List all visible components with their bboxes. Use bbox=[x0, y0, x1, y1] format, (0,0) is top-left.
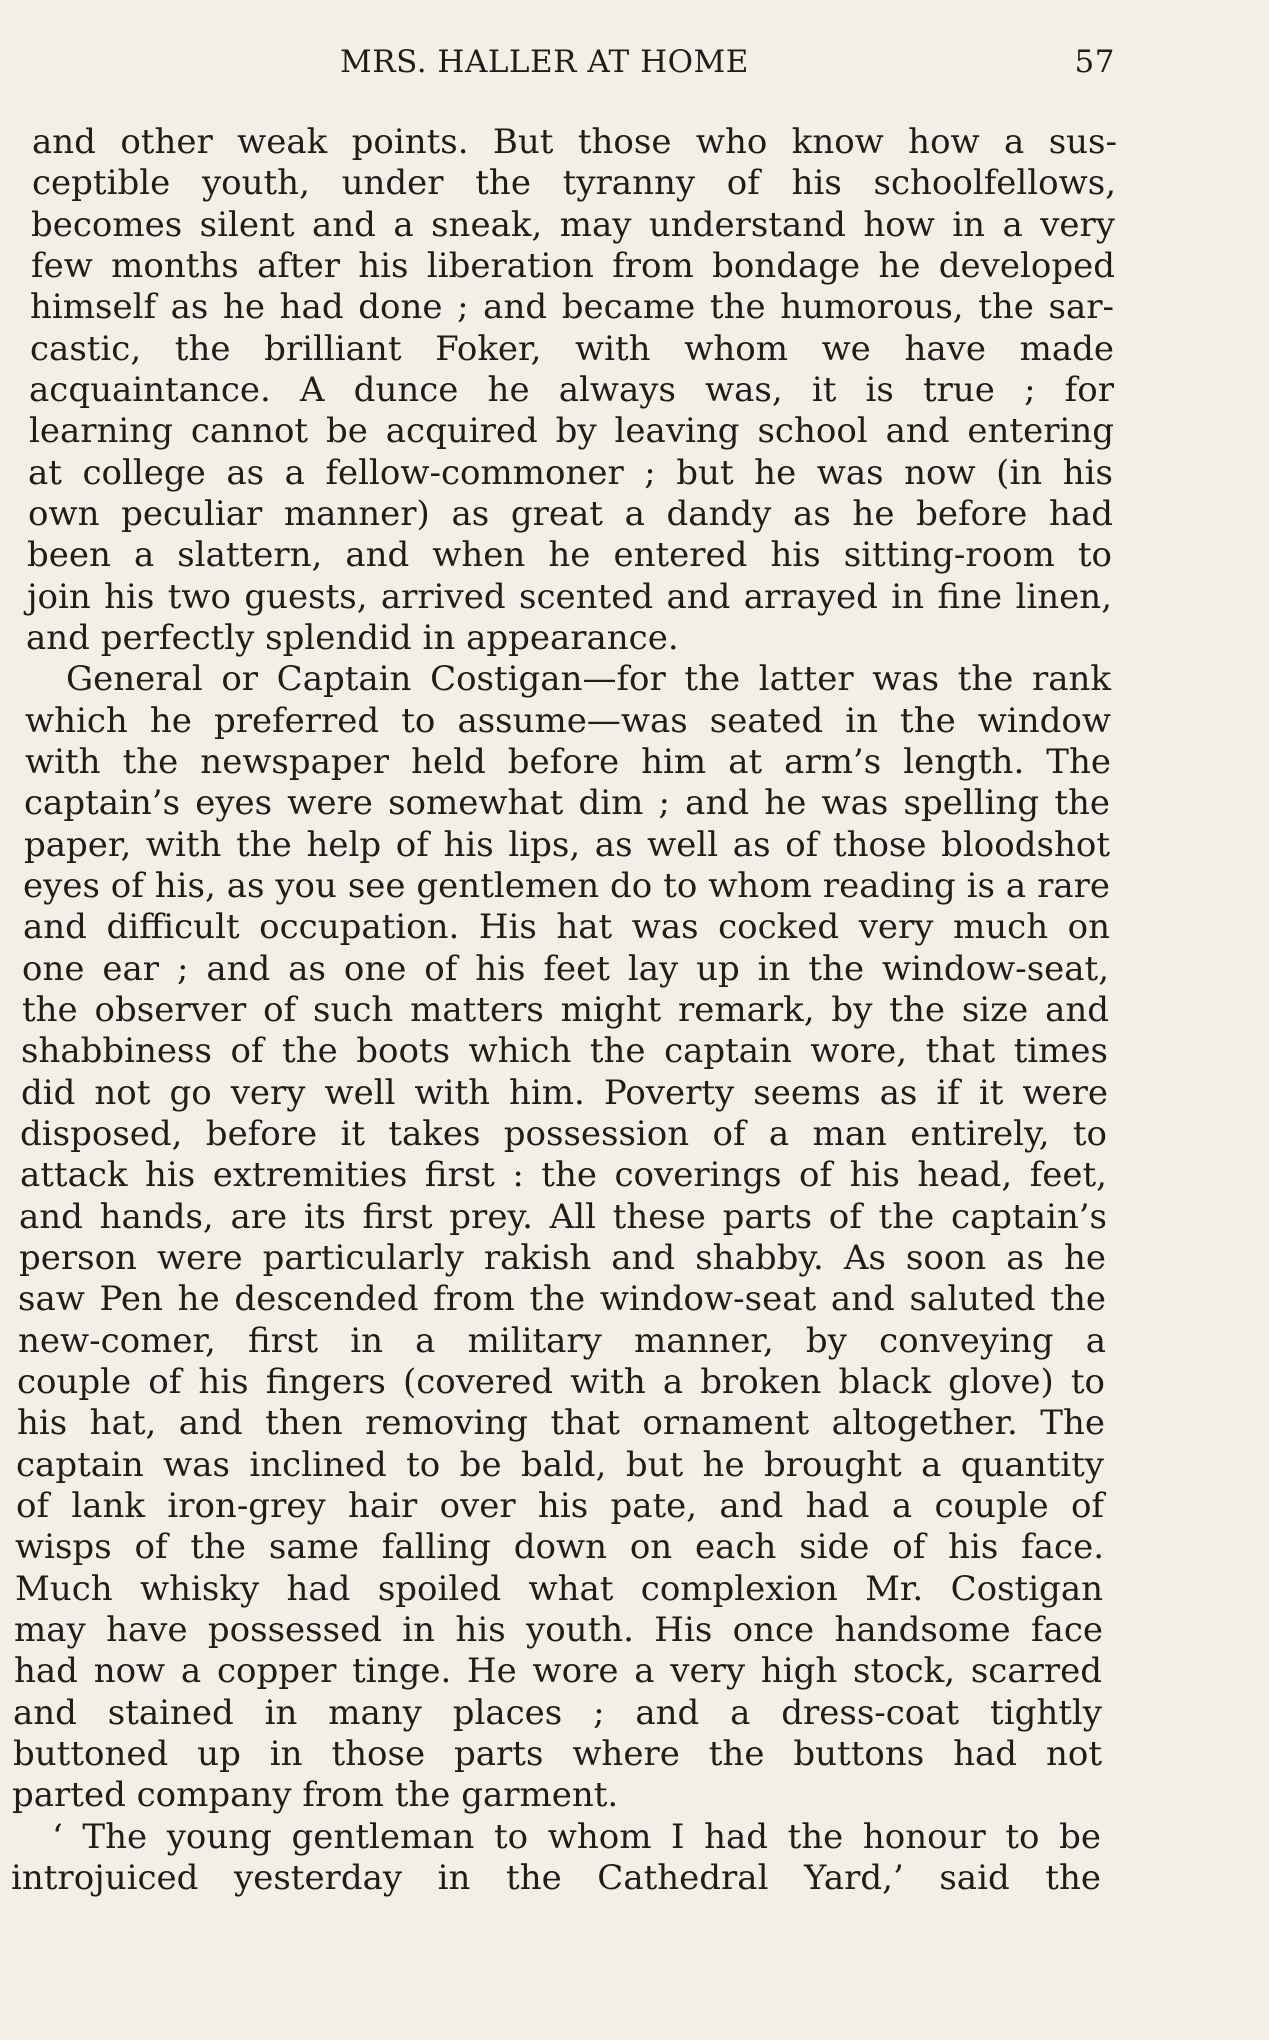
running-head bbox=[30, 44, 1115, 84]
text-line: few months after his liberation from bondage he developed bbox=[31, 246, 1115, 286]
text-line: new-comer, first in a military manner, by conveying a bbox=[18, 1321, 1106, 1361]
text-line: and other weak points. But those who know how a sus- bbox=[32, 122, 1117, 162]
text-line: couple of his fingers (covered with a broken black glove) to bbox=[17, 1362, 1105, 1402]
text-line: and difficult occupation. His hat was cocked very much on bbox=[23, 907, 1110, 947]
text-line: one ear ; and as one of his feet lay up in the window-seat, bbox=[22, 949, 1109, 989]
text-line: wisps of the same falling down on each side of his face. bbox=[15, 1527, 1104, 1567]
text-line: ceptible youth, under the tyranny of his schoolfellows, bbox=[32, 163, 1116, 203]
text-line: Much whisky had spoiled what complexion Mr. Costigan bbox=[15, 1569, 1103, 1609]
text-line: captain’s eyes were somewhat dim ; and he was spelling the bbox=[24, 783, 1110, 823]
text-line: own peculiar manner) as great a dandy as he before had bbox=[28, 494, 1113, 534]
text-line: becomes silent and a sneak, may understand how in a very bbox=[31, 205, 1115, 245]
text-line: had now a copper tinge. He wore a very high stock, scarred bbox=[14, 1651, 1102, 1691]
text-line: buttoned up in those parts where the buttons had not bbox=[13, 1734, 1102, 1774]
text-line: shabbiness of the boots which the captain wore, that times bbox=[21, 1031, 1108, 1071]
text-line: at college as a fellow-commoner ; but he was now (in his bbox=[28, 453, 1113, 493]
text-line: and perfectly splendid in appearance. bbox=[26, 618, 679, 658]
text-line: saw Pen he descended from the window-seat and saluted the bbox=[18, 1279, 1106, 1319]
running-title: MRS. HALLER AT HOME bbox=[340, 44, 749, 80]
text-line: and hands, are its first prey. All these parts of the captain’s bbox=[19, 1197, 1107, 1237]
text-line: of lank iron-grey hair over his pate, and had a couple of bbox=[16, 1486, 1104, 1526]
text-line: with the newspaper held before him at arm’s length. The bbox=[25, 742, 1111, 782]
text-line: eyes of his, as you see gentlemen do to whom reading is a rare bbox=[23, 866, 1110, 906]
text-line: and stained in many places ; and a dress-coat tightly bbox=[13, 1693, 1102, 1733]
text-line: acquaintance. A dunce he always was, it is true ; for bbox=[29, 370, 1114, 410]
text-line: castic, the brilliant Foker, with whom we have made bbox=[30, 329, 1114, 369]
text-line: person were particularly rakish and shabby. As soon as he bbox=[19, 1238, 1106, 1278]
text-line: did not go very well with him. Poverty seems as if it were bbox=[21, 1073, 1108, 1113]
text-line: himself as he had done ; and became the humorous, the sar- bbox=[30, 287, 1114, 327]
text-line: learning cannot be acquired by leaving school and entering bbox=[29, 411, 1114, 451]
text-line: introjuiced yesterday in the Cathedral Yard,’ said the bbox=[11, 1858, 1101, 1898]
text-line: parted company from the garment. bbox=[12, 1775, 619, 1815]
text-line: ‘ The young gentleman to whom I had the honour to be bbox=[52, 1817, 1101, 1857]
page-number: 57 bbox=[1074, 44, 1115, 80]
text-line: captain was inclined to be bald, but he brought a quantity bbox=[16, 1445, 1104, 1485]
text-line: attack his extremities first : the coverings of his head, feet, bbox=[20, 1155, 1107, 1195]
text-line: his hat, and then removing that ornament altogether. The bbox=[17, 1403, 1105, 1443]
text-line: disposed, before it takes possession of a man entirely, to bbox=[20, 1114, 1107, 1154]
text-line: may have possessed in his youth. His once handsome face bbox=[14, 1610, 1103, 1650]
text-line: General or Captain Costigan—for the latter was the rank bbox=[66, 659, 1111, 699]
text-line: paper, with the help of his lips, as well as of those bloodshot bbox=[24, 825, 1110, 865]
text-line: which he preferred to assume—was seated in the window bbox=[25, 701, 1111, 741]
text-line: the observer of such matters might remark, by the size and bbox=[22, 990, 1109, 1030]
text-line: join his two guests, arrived scented and arrayed in fine linen, bbox=[27, 577, 1112, 617]
text-line: been a slattern, and when he entered his sitting-room to bbox=[27, 535, 1112, 575]
